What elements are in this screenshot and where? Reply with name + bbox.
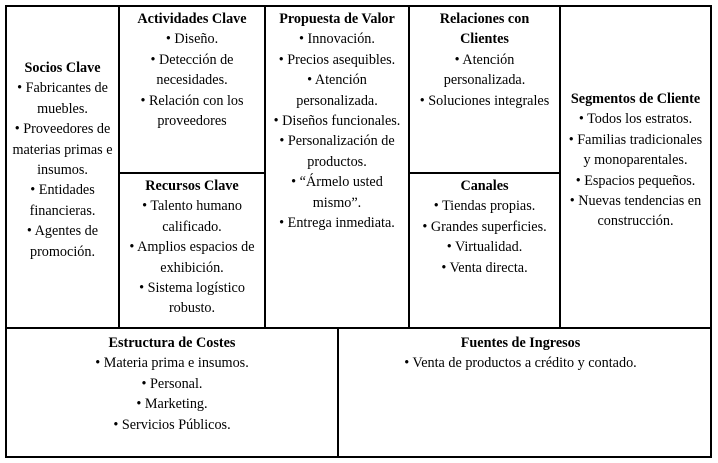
segmentos-de-cliente-block bbox=[559, 5, 712, 329]
relaciones-con-clientes-block bbox=[408, 5, 561, 174]
list-item: • Relación con los proveedores bbox=[140, 92, 244, 130]
list-item: • Personalización de productos. bbox=[279, 133, 395, 170]
list-item: • Todos los estratos. bbox=[578, 111, 693, 128]
list-item: • Virtualidad. bbox=[446, 239, 523, 256]
estructura-de-costes-block bbox=[5, 327, 339, 458]
list-item: • Diseños funcionales. bbox=[273, 113, 401, 130]
segmentos-de-cliente-title: Segmentos de Cliente bbox=[570, 91, 701, 107]
socios-clave-list bbox=[11, 78, 114, 262]
canales-block bbox=[408, 172, 561, 329]
list-item: • “Ármelo usted mismo”. bbox=[291, 174, 383, 211]
list-item: • Detección de necesidades. bbox=[150, 51, 234, 89]
list-item: • Grandes superficies. bbox=[422, 218, 547, 235]
list-item: • Innovación. bbox=[299, 31, 375, 48]
fuentes-de-ingresos-title: Fuentes de Ingresos bbox=[460, 335, 581, 351]
list-item: • Precios asequibles. bbox=[278, 51, 396, 68]
list-item: • Diseño. bbox=[165, 31, 219, 48]
list-item: • Tiendas propias. bbox=[433, 198, 536, 215]
recursos-clave-list bbox=[124, 196, 260, 318]
canales-title: Canales bbox=[460, 178, 509, 194]
canales-list bbox=[414, 196, 555, 278]
recursos-clave-title: Recursos Clave bbox=[145, 178, 239, 194]
list-item: • Entidades financieras. bbox=[29, 182, 96, 219]
list-item: • Atención personalizada. bbox=[443, 51, 526, 89]
list-item: • Venta directa. bbox=[441, 259, 528, 276]
estructura-de-costes-list bbox=[11, 353, 333, 435]
actividades-clave-block bbox=[118, 5, 266, 174]
recursos-clave-block bbox=[118, 172, 266, 329]
list-item: • Servicios Públicos. bbox=[113, 416, 231, 433]
list-item: • Proveedores de materias primas e insumos. bbox=[12, 121, 113, 179]
relaciones-con-clientes-title: Relaciones con Clientes bbox=[439, 11, 530, 48]
propuesta-de-valor-list bbox=[270, 29, 404, 233]
list-item: • Materia prima e insumos. bbox=[95, 355, 249, 372]
list-item: • Entrega inmediata. bbox=[279, 215, 395, 232]
segmentos-de-cliente-list bbox=[565, 109, 706, 231]
list-item: • Sistema logístico robusto. bbox=[139, 280, 245, 317]
list-item: • Talento humano calificado. bbox=[142, 198, 242, 235]
list-item: • Personal. bbox=[141, 375, 203, 392]
estructura-de-costes-title: Estructura de Costes bbox=[108, 335, 236, 351]
actividades-clave-list bbox=[124, 29, 260, 131]
socios-clave-title: Socios Clave bbox=[24, 60, 101, 76]
list-item: • Soluciones integrales bbox=[419, 92, 550, 109]
propuesta-de-valor-block bbox=[264, 5, 410, 329]
list-item: • Espacios pequeños. bbox=[575, 172, 696, 189]
actividades-clave-title: Actividades Clave bbox=[137, 11, 247, 27]
list-item: • Marketing. bbox=[136, 396, 208, 413]
list-item: • Nuevas tendencias en construcción. bbox=[569, 193, 702, 230]
fuentes-de-ingresos-block bbox=[337, 327, 712, 458]
list-item: • Familias tradicionales y monoparentales. bbox=[568, 131, 703, 169]
list-item: • Atención personalizada. bbox=[296, 72, 378, 109]
relaciones-con-clientes-list bbox=[414, 50, 555, 111]
socios-clave-block bbox=[5, 5, 120, 329]
list-item: • Agentes de promoción. bbox=[26, 223, 99, 260]
propuesta-de-valor-title: Propuesta de Valor bbox=[279, 11, 395, 27]
list-item: • Amplios espacios de exhibición. bbox=[129, 239, 255, 276]
list-item: • Fabricantes de muebles. bbox=[17, 80, 108, 117]
list-item: • Venta de productos a crédito y contado. bbox=[404, 355, 637, 372]
fuentes-de-ingresos-list bbox=[343, 353, 706, 373]
